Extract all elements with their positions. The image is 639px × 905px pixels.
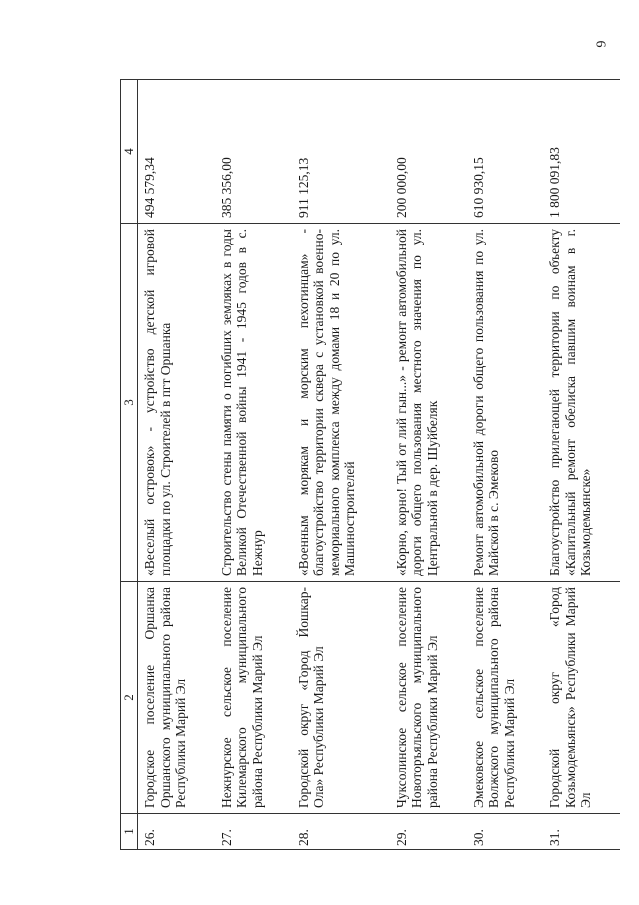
amount-value: 610 930,15: [467, 80, 544, 224]
project-description: Строительство стены памяти о погибших земляках в годы Великой Отечественной войны 1941 - 1945 годов в с. Нежнур: [215, 224, 292, 582]
column-number-row: [121, 80, 138, 850]
municipality-name: Чуксолинское сельское поселение Новоторъяльского муниципального района Республики Марий Эл: [390, 582, 467, 814]
municipality-name: Нежнурское сельское поселение Килемарского муниципального района Республики Марий Эл: [215, 582, 292, 814]
municipality-name: Эмековское сельское поселение Волжского муниципального района Республики Марий Эл: [467, 582, 544, 814]
row-number: 28.: [292, 814, 390, 850]
row-number: 27.: [215, 814, 292, 850]
project-description: «Военным морякам и морским пехотинцам» - благоустройство территории сквера с установкой военно-мемориального комплекса между домами 18 и 20 по ул. Машиностроителей: [292, 224, 390, 582]
amount-value: 494 579,34: [138, 80, 215, 224]
column-header: 2: [121, 582, 138, 814]
column-header: 3: [121, 224, 138, 582]
column-header: 4: [121, 80, 138, 224]
amount-value: 1 800 091,83: [543, 80, 620, 224]
row-number: 30.: [467, 814, 544, 850]
amount-value: 200 000,00: [390, 80, 467, 224]
amount-value: 911 125,13: [292, 80, 390, 224]
project-description: Ремонт автомобильной дороги общего пользования по ул. Майской в с. Эмеково: [467, 224, 544, 582]
table-row: [390, 80, 467, 850]
row-number: 31.: [543, 814, 620, 850]
page-number: 6: [592, 40, 608, 48]
project-description: «Корно, корно! Тый от лий гын...» - ремонт автомобильной дороги общего пользования местного значения по ул. Центральной в дер. Шуйбеляк: [390, 224, 467, 582]
project-description: Благоустройство прилегающей территории по объекту «Капитальный ремонт обелиска павшим воинам в г. Козьмодемьянске»: [543, 224, 620, 582]
rotated-table-sheet: [120, 80, 620, 850]
amount-value: 385 356,00: [215, 80, 292, 224]
column-header: 1: [121, 814, 138, 850]
row-number: 26.: [138, 814, 215, 850]
table-row: [543, 80, 620, 850]
row-number: 29.: [390, 814, 467, 850]
municipality-name: Городское поселение Оршанка Оршанского муниципального района Республики Марий Эл: [138, 582, 215, 814]
table-row: [215, 80, 292, 850]
projects-table: [120, 79, 620, 850]
project-description: «Веселый островок» - устройство детской игровой площадки по ул. Строителей в пгт Оршанка: [138, 224, 215, 582]
table-row: [292, 80, 390, 850]
table-row: [467, 80, 544, 850]
municipality-name: Городской округ «Город Йошкар-Ола» Республики Марий Эл: [292, 582, 390, 814]
municipality-name: Городской округ «Город Козьмодемьянск» Республики Марий Эл: [543, 582, 620, 814]
table-row: [138, 80, 215, 850]
